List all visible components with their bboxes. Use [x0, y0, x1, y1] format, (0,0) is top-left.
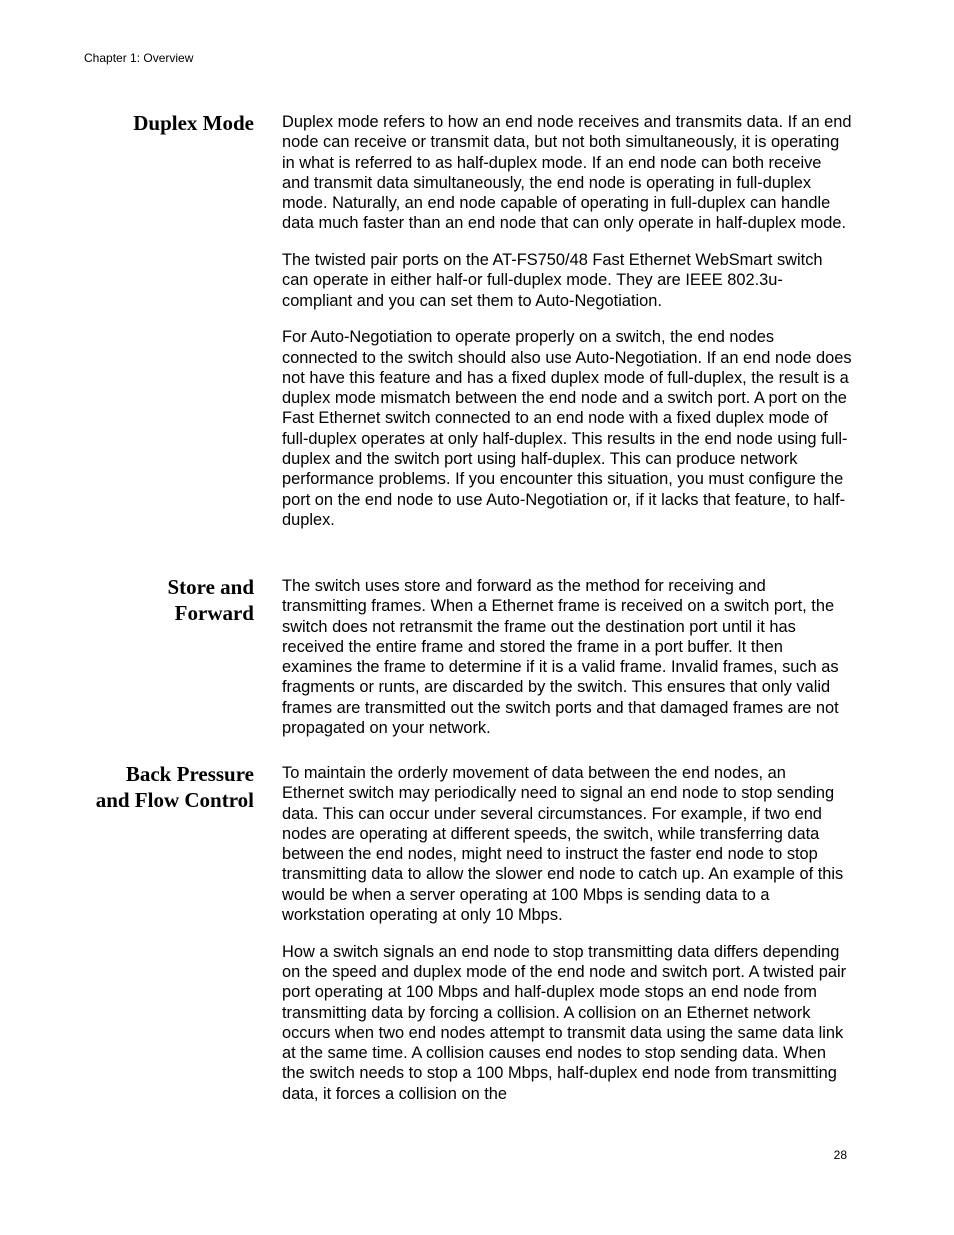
- section-body: [282, 763, 852, 1120]
- paragraph: For Auto-Negotiation to operate properly on a switch, the end nodes connected to the switch should also use Auto-Negotiation. If an end node does not have this feature and has a fixed duplex mode of full-duplex, the result is a duplex mode mismatch between the end node and a switch port. A port on the Fast Ethernet switch connected to an end node with a fixed duplex mode of full-duplex operates at only half-duplex. This results in the end node using full-duplex and the switch port using half-duplex. This can produce network performance problems. If you encounter this situation, you must configure the port on the end node to use Auto-Negotiation or, if it lacks that feature, to half-duplex.: [282, 328, 852, 529]
- section-heading: [54, 574, 254, 626]
- heading-line: Back Pressure: [125, 762, 254, 786]
- section-heading: [54, 110, 254, 136]
- paragraph: The twisted pair ports on the AT-FS750/48 Fast Ethernet WebSmart switch can operate in either half-or full-duplex mode. They are IEEE 802.3u-compliant and you can set them to Auto-Negotiation.: [282, 251, 823, 310]
- section-heading: [54, 761, 254, 813]
- heading-line: Store and: [167, 575, 254, 599]
- paragraph: How a switch signals an end node to stop transmitting data differs depending on the speed and duplex mode of the end node and switch port. A twisted pair port operating at 100 Mbps and half-duplex mode stops an end node from transmitting data by forcing a collision. A collision on an Ethernet network occurs when two end nodes attempt to transmit data using the same data link at the same time. A collision causes end nodes to stop sending data. When the switch needs to stop a 100 Mbps, half-duplex end node from transmitting data, it forces a collision on the: [282, 942, 847, 1103]
- heading-line: Forward: [174, 601, 254, 625]
- paragraph: Duplex mode refers to how an end node receives and transmits data. If an end node can receive or transmit data, but not both simultaneously, it is operating in what is referred to as half-duplex mode. If an end node can both receive and transmit data simultaneously, the end node is operating in full-duplex mode. Naturally, an end node capable of operating in full-duplex can handle data much faster than an end node that can only operate in half-duplex mode.: [282, 113, 852, 233]
- paragraph: The switch uses store and forward as the method for receiving and transmitting frames. When a Ethernet frame is received on a switch port, the switch does not retransmit the frame out the destination port until it has received the entire frame and stored the frame in a port buffer. It then examines the frame to determine if it is a valid frame. Invalid frames, such as fragments or runts, are discarded by the switch. This ensures that only valid frames are transmitted out the switch ports and that damaged frames are not propagated on your network.: [282, 577, 839, 738]
- heading-line: Duplex Mode: [133, 111, 254, 135]
- chapter-header: Chapter 1: Overview: [84, 51, 194, 65]
- heading-line: and Flow Control: [95, 788, 254, 812]
- page-number: 28: [833, 1148, 847, 1162]
- paragraph: To maintain the orderly movement of data between the end nodes, an Ethernet switch may periodically need to signal an end node to stop sending data. This can occur under several circumstances. For example, if two end nodes are operating at different speeds, the switch, while transferring data between the end nodes, might need to instruct the faster end node to stop transmitting data to allow the slower end node to catch up. An example of this would be when a server operating at 100 Mbps is sending data to a workstation operating at only 10 Mbps.: [282, 764, 844, 925]
- section-body: [282, 112, 852, 547]
- section-body: [282, 576, 852, 755]
